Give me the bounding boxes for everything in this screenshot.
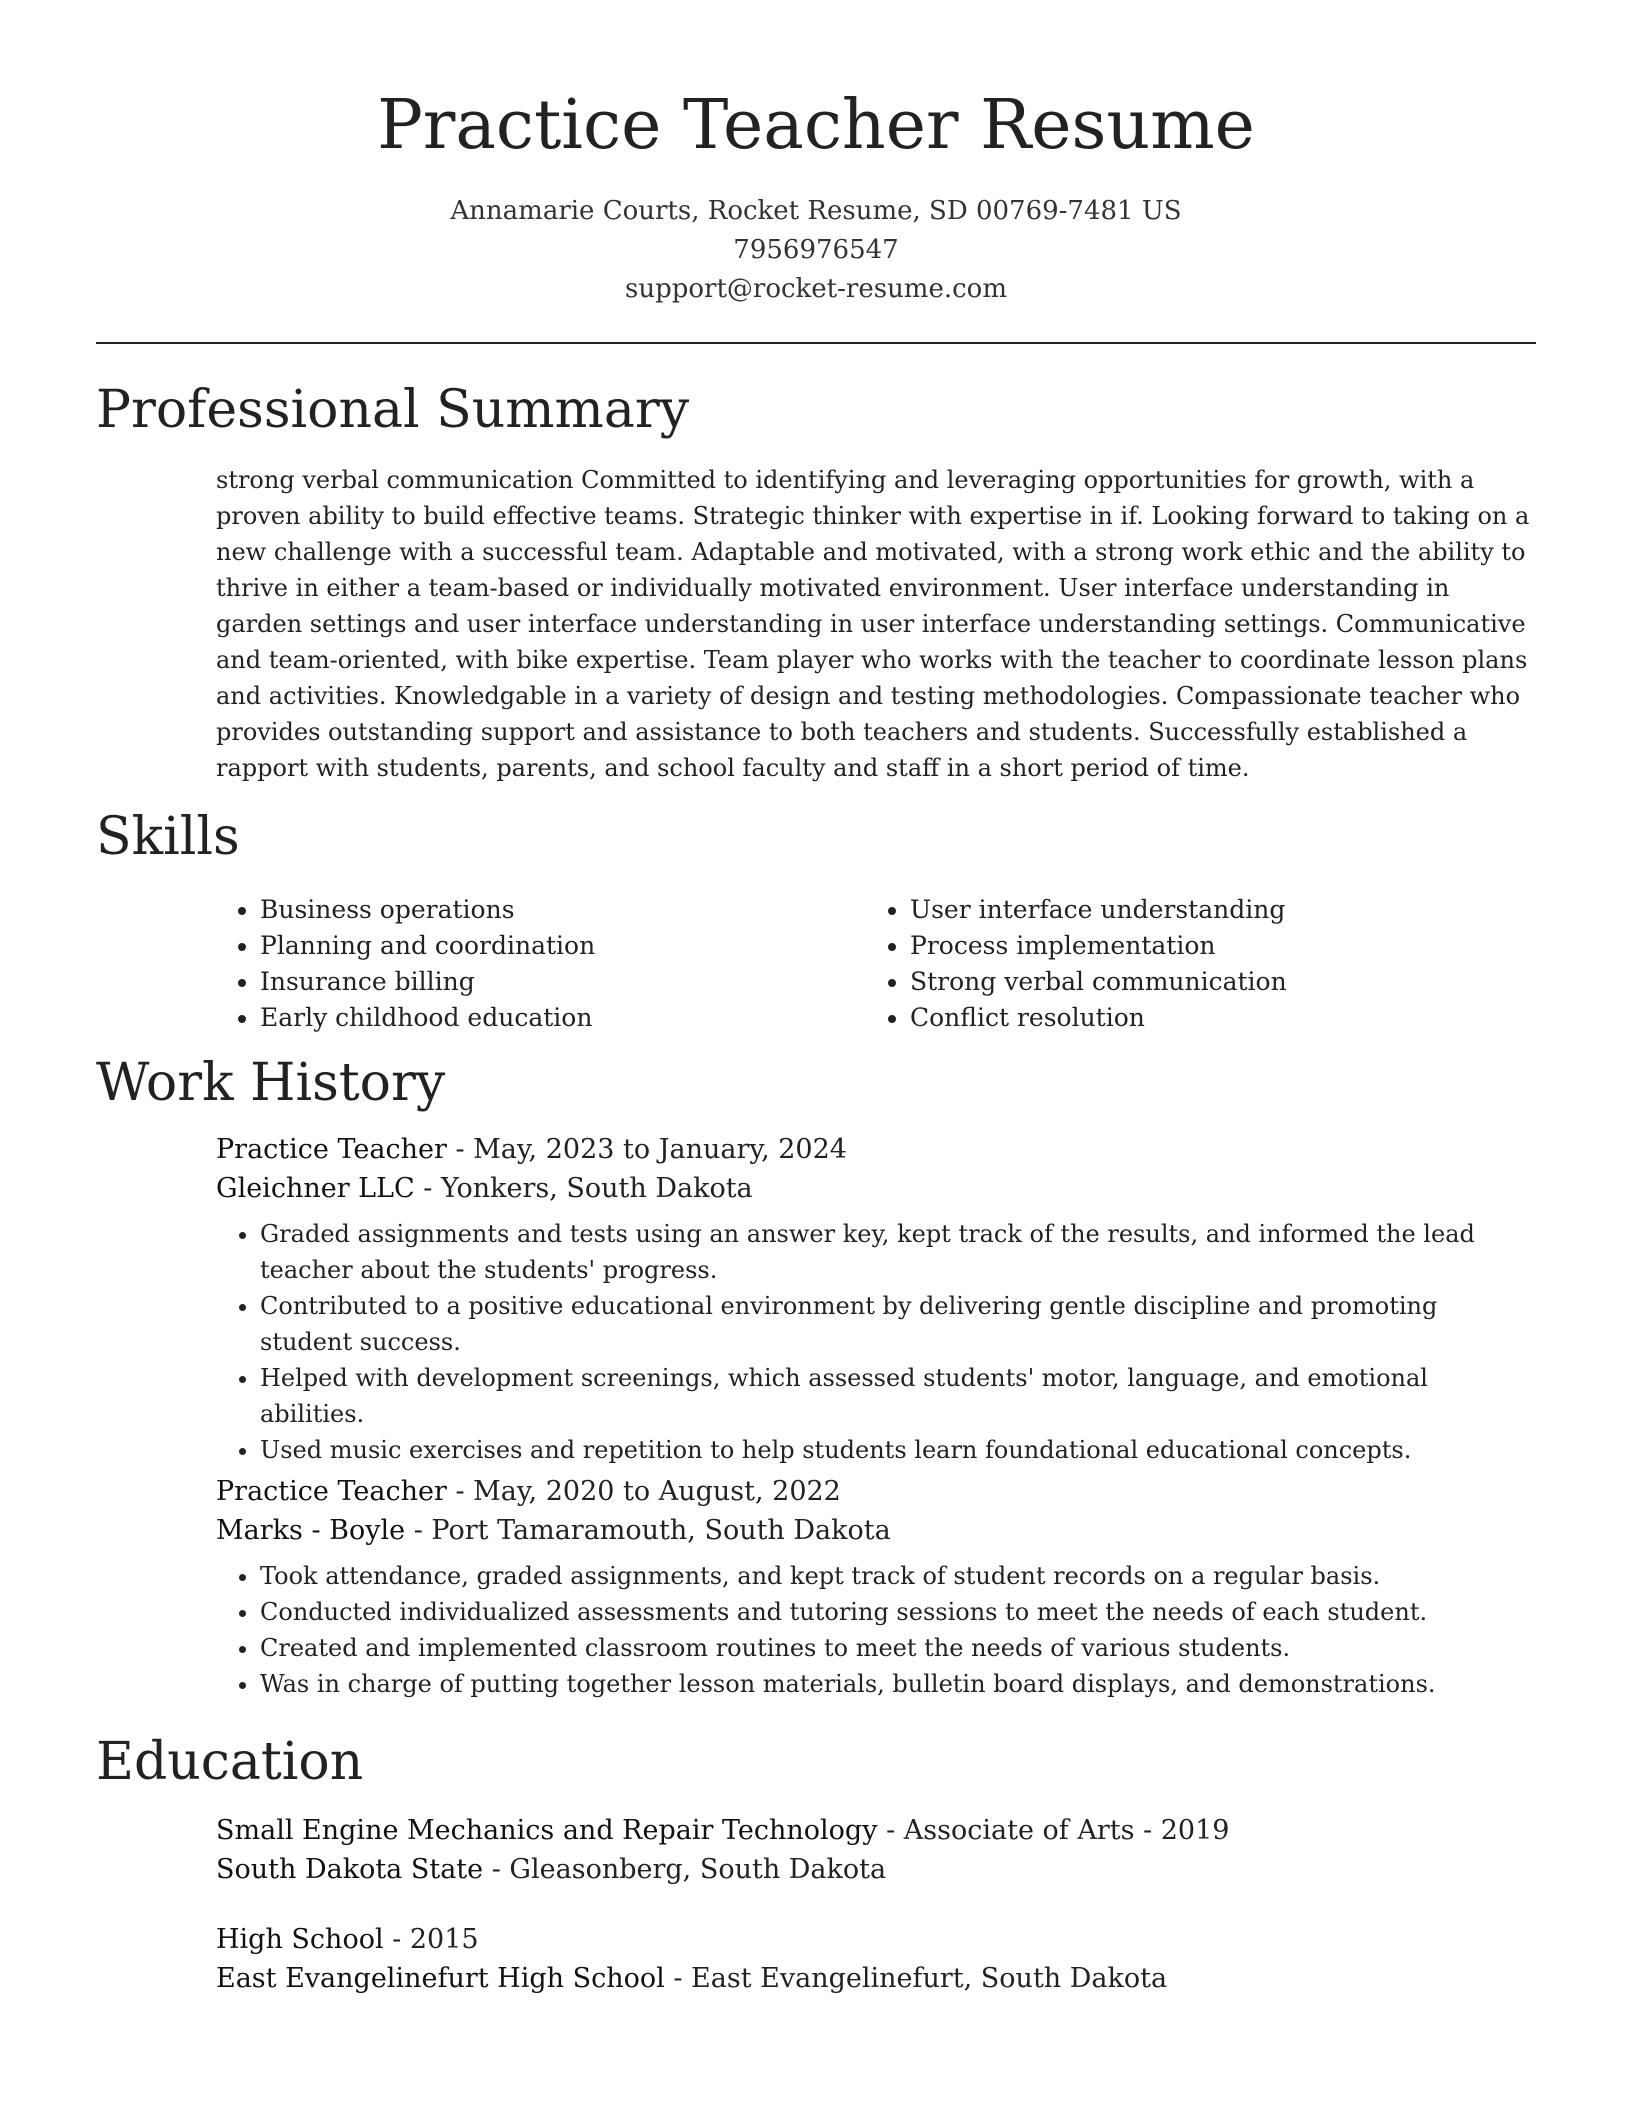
education-degree-line [216, 1920, 1536, 1959]
job-bullet: • Took attendance, graded assignments, and kept track of student records on a regular basis. [260, 1558, 1536, 1594]
contact-address: Annamarie Courts, Rocket Resume, SD 00769-7481 US [450, 196, 1182, 226]
skill-item: • Business operations [260, 892, 595, 928]
job-company: Marks - Boyle [216, 1515, 406, 1546]
job-position: Practice Teacher [216, 1134, 447, 1165]
work-heading: Work History [96, 1053, 446, 1113]
job-entry [216, 1472, 1536, 1702]
skill-item: • Conflict resolution [910, 1000, 1287, 1036]
job-company-line [216, 1511, 1536, 1550]
contact-email: support@rocket-resume.com [624, 274, 1007, 304]
education-detail: - Associate of Arts - 2019 [877, 1815, 1230, 1846]
job-location: - Port Tamaramouth, South Dakota [405, 1515, 891, 1546]
job-title-line [216, 1130, 1536, 1169]
job-bullet: • Used music exercises and repetition to help students learn foundational educational concepts. [260, 1432, 1536, 1468]
resume-title: Practice Teacher Resume [377, 86, 1255, 165]
contact-block [0, 192, 1632, 309]
job-bullet: • Created and implemented classroom routines to meet the needs of various students. [260, 1630, 1536, 1666]
job-bullet: • Contributed to a positive educational environment by delivering gentle discipline and promoting student success. [260, 1288, 1536, 1360]
job-bullet: • Conducted individualized assessments and tutoring sessions to meet the needs of each student. [260, 1594, 1536, 1630]
education-heading: Education [96, 1732, 364, 1792]
job-company-line [216, 1169, 1536, 1208]
education-school-line [216, 1850, 1536, 1889]
job-company: Gleichner LLC [216, 1173, 415, 1204]
job-bullet: • Was in charge of putting together lesson materials, bulletin board displays, and demonstrations. [260, 1666, 1536, 1702]
education-detail: - 2015 [383, 1924, 479, 1955]
skill-item: • Insurance billing [260, 964, 595, 1000]
skill-item: • Early childhood education [260, 1000, 595, 1036]
education-degree-line [216, 1811, 1536, 1850]
skills-column-left [216, 892, 595, 1036]
education-degree: Small Engine Mechanics and Repair Technology [216, 1815, 878, 1846]
job-bullets [216, 1558, 1536, 1702]
skills-column-right [866, 892, 1287, 1036]
job-title-line [216, 1472, 1536, 1511]
job-dates: - May, 2023 to January, 2024 [446, 1134, 847, 1165]
job-bullets [216, 1216, 1536, 1468]
education-entry [216, 1920, 1536, 1998]
education-school: East Evangelinefurt High School [216, 1963, 665, 1994]
skill-item: • User interface understanding [910, 892, 1287, 928]
skill-item: • Strong verbal communication [910, 964, 1287, 1000]
job-bullet: • Graded assignments and tests using an answer key, kept track of the results, and informed the lead teacher about the students' progress. [260, 1216, 1536, 1288]
job-entry [216, 1130, 1536, 1468]
education-school: South Dakota State [216, 1854, 484, 1885]
summary-heading: Professional Summary [96, 380, 690, 440]
skill-item: • Process implementation [910, 928, 1287, 964]
skills-heading: Skills [96, 807, 240, 867]
education-location: - Gleasonberg, South Dakota [483, 1854, 887, 1885]
education-degree: High School [216, 1924, 384, 1955]
summary-text: strong verbal communication Committed to identifying and leveraging opportunities for growth, with a proven ability to build effective teams. Strategic thinker with expertise in if. Looking forward to taking on a new challenge with a successful team. Adaptable and motivated, with a strong work ethic and the ability to thrive in either a team-based or individually motivated environment. User interface understanding in garden settings and user interface understanding in user interface understanding settings. Communicative and team-oriented, with bike expertise. Team player who works with the teacher to coordinate lesson plans and activities. Knowledgable in a variety of design and testing methodologies. Compassionate teacher who provides outstanding support and assistance to both teachers and students. Successfully established a rapport with students, parents, and school faculty and staff in a short period of time. [216, 466, 1530, 782]
skill-item: • Planning and coordination [260, 928, 595, 964]
job-bullet: • Helped with development screenings, which assessed students' motor, language, and emotional abilities. [260, 1360, 1536, 1432]
job-position: Practice Teacher [216, 1476, 447, 1507]
header-divider [96, 342, 1536, 344]
contact-phone: 7956976547 [733, 235, 899, 265]
job-dates: - May, 2020 to August, 2022 [446, 1476, 841, 1507]
education-school-line [216, 1959, 1536, 1998]
education-location: - East Evangelinefurt, South Dakota [664, 1963, 1168, 1994]
job-location: - Yonkers, South Dakota [414, 1173, 753, 1204]
education-entry [216, 1811, 1536, 1889]
